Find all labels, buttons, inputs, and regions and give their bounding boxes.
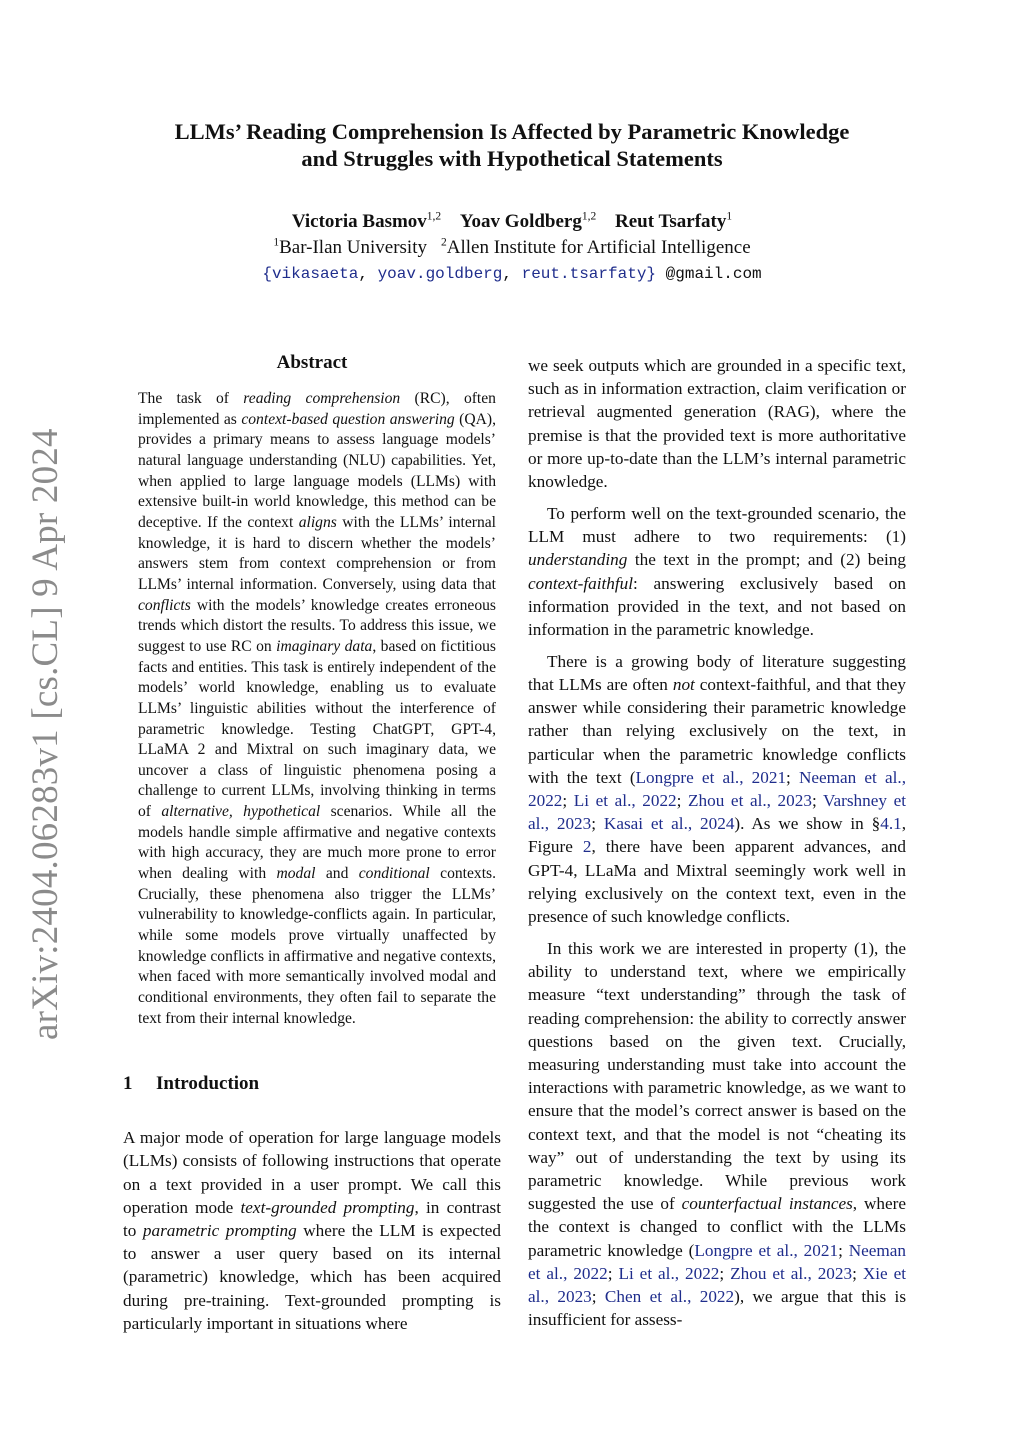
emphasis: text-grounded prompting [240,1197,415,1217]
title-line-1: LLMs’ Reading Comprehension Is Affected by Parametric Knowledge [174,119,850,144]
text-run: context-faithful, and that they answer while considering their parametric knowledge rather than relying exclusively on the text, in particular when the parametric knowledge conflicts with the text ( [528,675,906,787]
text-run: There is a growing body of literature suggesting that LLMs are often [528,651,906,695]
text-run: where the LLM is expected to answer a user query based on its internal (parametric) knowledge, which has been acquired during pre-training. Text-grounded prompting is particularly important in situations where [123,1221,501,1333]
title-line-2: and Struggles with Hypothetical Statements [301,146,723,171]
emphasis: context-based question answering [241,410,455,428]
author-block [100,209,924,287]
text-run: (QA), provides a primary means to assess language models’ natural language understanding (NLU) capabilities. Yet, when applied to large language models (LLMs) with extensive built-in world knowledge, this method can be deceptive. If the context [138,410,496,531]
text-run: with the models’ knowledge creates erroneous trends which distort the results. To address this issue, we suggest to use RC on [138,596,496,655]
text-run: , Figure [528,814,907,857]
affiliations: $^1$Bar-Ilan University $^2$Allen Institute for Artificial Intelligence [273,236,751,258]
body-paragraph [528,354,906,493]
text-run: ; [562,791,574,811]
text-run: ; [676,791,689,811]
abstract-paragraph [138,389,496,1029]
text-run: scenarios. While all the models handle simple affirmative and negative contexts with high accuracy, they are much more prone to error when dealing with [138,803,497,883]
emphasis: not [672,675,695,695]
emphasis: counterfactual instances [681,1194,853,1214]
citation-link[interactable]: Varshney et al., 2023 [528,791,906,834]
author-names [100,209,924,235]
citation-link[interactable]: Li et al., 2022 [618,1263,720,1283]
text-run: : answering exclusively based on information provided in the text, and not based on information in the parametric knowledge. [528,573,906,639]
body-paragraph [528,502,906,641]
text-run: ; [852,1263,863,1283]
text-run: the text in the prompt; and (2) being [627,550,906,570]
abstract-text [138,389,496,1029]
text-run: ; [591,1286,605,1306]
citation-link[interactable]: Neeman et al., 2022 [528,767,906,811]
citation-link[interactable]: 2 [582,837,592,857]
emphasis: reading comprehension [243,390,401,407]
citation-link[interactable]: Longpre et al., 2021 [635,767,787,787]
intro-paragraph [123,1126,501,1335]
author: Victoria Basmov$^{1,2}$ [291,210,442,232]
emphasis: aligns [298,513,337,531]
emphasis: context-faithful [528,573,634,593]
text-run: ; [719,1263,731,1283]
citation-link[interactable]: Neeman et al., 2022 [528,1240,906,1283]
text-run: with the LLMs’ internal knowledge, it is hard to discern whether the models’ answers stem from context comprehension or from LLMs’ internal information. Conversely, using data that [138,513,496,593]
citation-link[interactable]: Li et al., 2022 [573,791,677,811]
text-run: ). As we show in § [734,814,881,834]
section-heading-introduction: 1 Introduction [123,1073,260,1094]
email-link[interactable]: reut.tsarfaty [521,265,647,283]
emphasis: alternative, hypothetical [161,803,321,821]
text-run: and [315,865,359,883]
body-paragraph [528,650,906,928]
text-run: ; [591,814,604,834]
citation-link[interactable]: Longpre et al., 2021 [694,1240,839,1260]
emphasis: understanding [528,550,628,570]
text-run: To perform well on the text-grounded scenario, the LLM must adhere to two requirements: (1) [528,503,906,547]
body-paragraph [528,937,906,1331]
citation-link[interactable]: 4.1 [880,814,902,834]
text-run: contexts. Crucially, these phenomena also trigger the LLMs’ vulnerability to knowledge-conflicts again. In particular, while some models prove virtually unaffected by knowledge conflicts in affirmative and negative contexts, when faced with more semantically involved modal and conditional environments, they often fail to separate the text from their internal knowledge. [138,865,497,1027]
text-run: The task of [138,390,244,407]
citation-link[interactable]: Zhou et al., 2023 [688,791,812,811]
text-run: ; [607,1263,619,1283]
text-run: , based on fictitious facts and entities. This task is entirely independent of the models’ world knowledge, enabling us to evaluate LLMs’ linguistic abilities without the interference of parametric knowledge. Testing ChatGPT, GPT-4, LLaMA 2 and Mixtral on such imaginary data, we uncover a class of linguistic phenomena posing a challenge to current LLMs, involving thinking in terms of [138,637,496,821]
emphasis: imaginary data [276,637,373,655]
text-run: ; [786,767,799,787]
emphasis: parametric prompting [142,1221,297,1240]
text-run: , in contrast to [123,1197,501,1240]
citation-link[interactable]: Xie et al., 2023 [528,1263,907,1306]
text-run: ; [838,1240,849,1260]
citation-link[interactable]: Kasai et al., 2024 [603,814,735,834]
text-run: (RC), often implemented as [138,390,496,428]
emphasis: conditional [358,865,430,883]
text-run: , where the context is changed to conflict with the LLMs parametric knowledge ( [528,1194,906,1260]
introduction-text [123,1109,501,1352]
emphasis: conflicts [138,596,191,614]
email-link[interactable]: vikasaeta [271,265,359,283]
abstract-heading: Abstract [276,352,348,373]
paper-title [100,118,924,172]
affiliation: Bar-Ilan University [279,237,427,258]
text-run: In this work we are interested in property (1), the ability to understand text, where we empirically measure “text understanding” through the task of reading comprehension: the ability to correctly answer questions based on the given text. Crucially, measuring understanding must take into account the interactions with parametric knowledge, as we want to ensure that the model’s correct answer is based on the context text, and that the model is not “cheating its way” out of understanding the text by using its parametric knowledge. While previous work suggested the use of [528,938,906,1214]
text-run: we seek outputs which are grounded in a specific text, such as in information extraction, claim verification or retrieval augmented generation (RAG), where the premise is that the provided text is more authoritative or more up-to-date than the LLM’s internal parametric knowledge. [528,356,906,492]
text-run: ; [811,791,824,811]
arxiv-identifier: arXiv:2404.06283v1 [cs.CL] 9 Apr 2024 [25,428,66,1040]
citation-link[interactable]: Zhou et al., 2023 [730,1263,853,1283]
text-run: A major mode of operation for large language models (LLMs) consists of following instructions that operate on a text provided in a user prompt. We call this operation mode [123,1128,501,1217]
text-run: , there have been apparent advances, and GPT-4, LLaMa and Mixtral seemingly work well in relying exclusively on the context text, even in the presence of such knowledge conflicts. [528,837,906,927]
author: Reut Tsarfaty$^1$ [614,210,733,232]
email-link[interactable]: yoav.goldberg [377,265,503,283]
author-emails: {vikasaeta, yoav.goldberg, reut.tsarfaty} @gmail.com [262,265,762,283]
citation-link[interactable]: Chen et al., 2022 [604,1286,735,1306]
author: Yoav Goldberg$^{1,2}$ [459,210,597,232]
emphasis: modal [276,865,316,883]
right-column-text [528,354,906,1331]
affiliation: Allen Institute for Artificial Intelligence [446,237,751,258]
text-run: ), we argue that this is insufficient for assess- [528,1286,907,1330]
